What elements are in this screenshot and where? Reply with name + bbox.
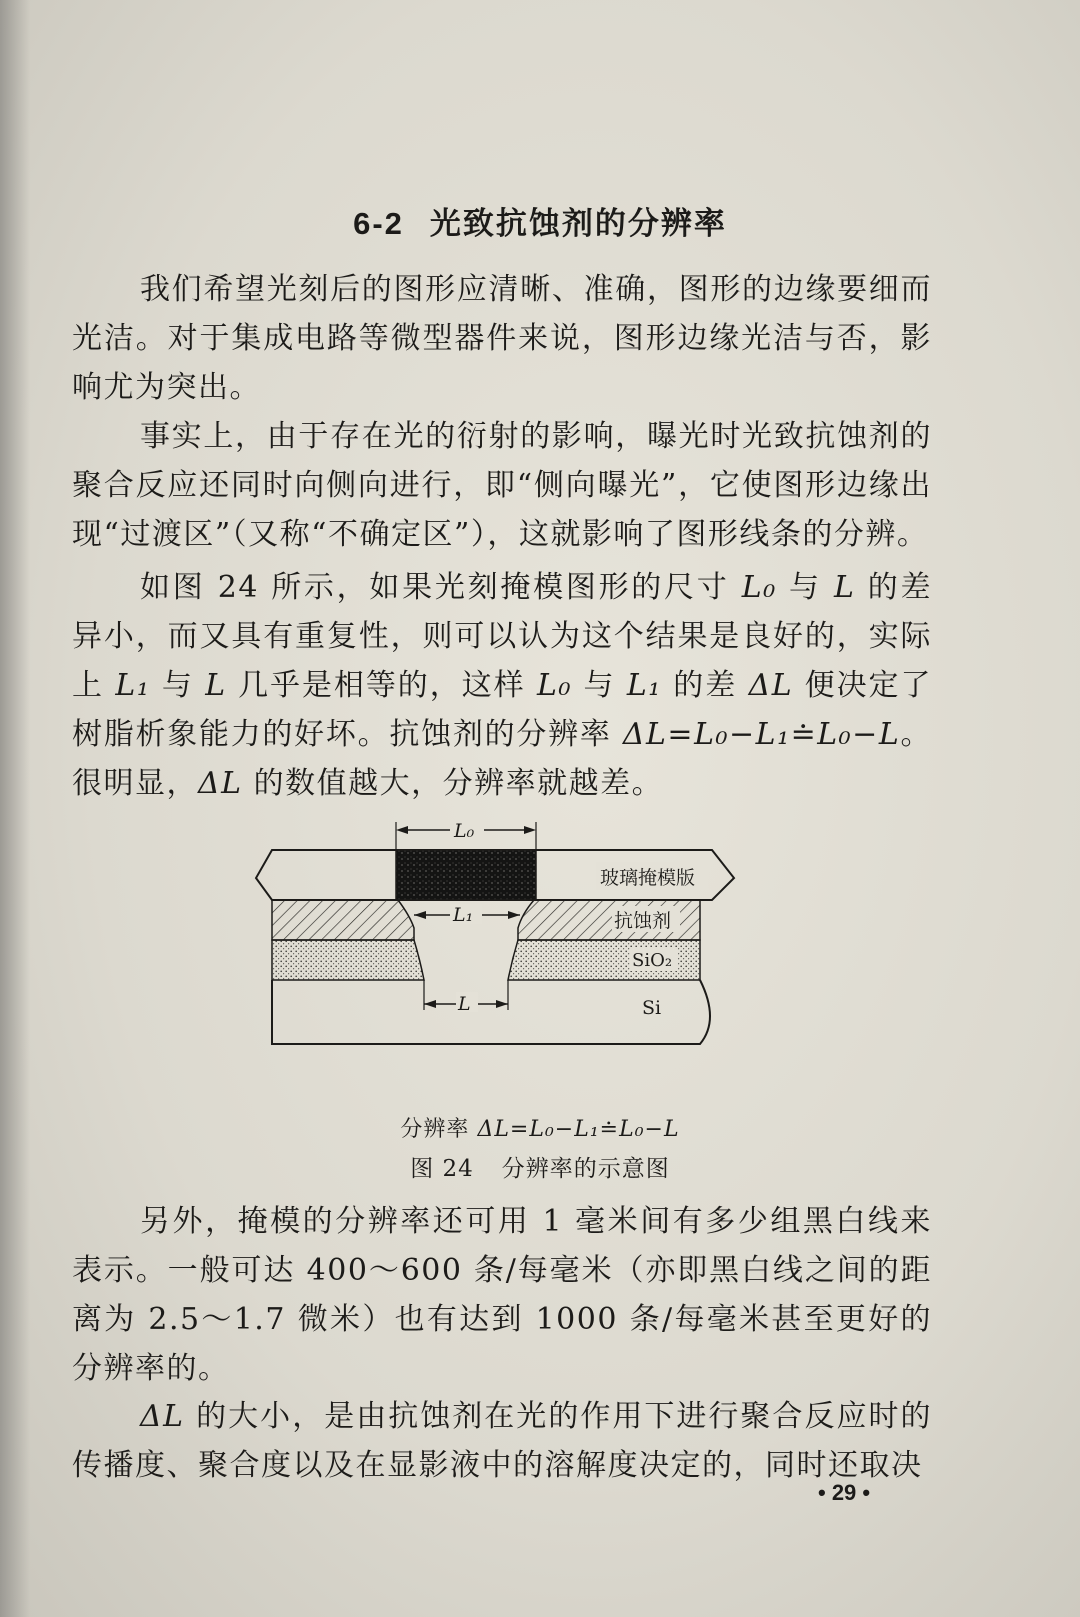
figure-formula: 分辨率 ΔL=L₀−L₁≐L₀−L (400, 1117, 680, 1142)
mask-opaque-region (396, 850, 536, 900)
resist-left (272, 900, 414, 940)
resolution-diagram (250, 820, 770, 1100)
label-resist: 抗蚀剂 (614, 910, 672, 932)
paragraph-2: 事实上，由于存在光的衍射的影响，曝光时光致抗蚀剂的聚合反应还同时向侧向进行，即“侧向曝光”，它使图形边缘出现“过渡区”（又称“不确定区”），这就影响了图形线条的分辨。 (72, 419, 932, 552)
figure-title: 分辨率的示意图 (501, 1156, 670, 1182)
paragraph-1: 我们希望光刻后的图形应清晰、准确，图形的边缘要细而光洁。对于集成电路等微型器件来说，图形边缘光洁与否，影响尤为突出。 (72, 272, 932, 405)
label-sio2: SiO₂ (632, 950, 673, 971)
figure-caption (0, 1150, 1080, 1183)
sio2-left (272, 940, 424, 980)
label-mask: 玻璃掩模版 (600, 867, 696, 889)
paragraph-4: 另外，掩模的分辨率还可用 1 毫米间有多少组黑白线来表示。一般可达 400～600 条/每毫米（亦即黑白线之间的距离为 2.5～1.7 微米）也有达到 1000 条/每毫米甚至更好的分辨率的。 (72, 1204, 932, 1386)
section-title: 光致抗蚀剂的分辨率 (429, 206, 727, 242)
label-L: L (458, 993, 471, 1015)
section-heading (0, 198, 1080, 243)
paragraph-3: 如图 24 所示，如果光刻掩模图形的尺寸 L₀ 与 L 的差异小，而又具有重复性，则可以认为这个结果是良好的，实际上 L₁ 与 L 几乎是相等的，这样 L₀ 与 L₁ 的差 ΔL 便决定了树脂析象能力的好坏。抗蚀剂的分辨率 ΔL=L₀−L₁≐L₀−L。很明显，ΔL 的数值越大，分辨率就越差。 (72, 570, 932, 801)
section-number: 6-2 (353, 206, 404, 241)
label-L1: L₁ (453, 904, 474, 926)
label-si: Si (642, 997, 662, 1019)
figure-number: 图 24 (410, 1156, 474, 1182)
label-L0: L₀ (454, 820, 475, 842)
paragraph-5: ΔL 的大小，是由抗蚀剂在光的作用下进行聚合反应时的传播度、聚合度以及在显影液中的溶解度决定的，同时还取决 (72, 1399, 932, 1483)
page-number: • 29 • (818, 1480, 871, 1505)
